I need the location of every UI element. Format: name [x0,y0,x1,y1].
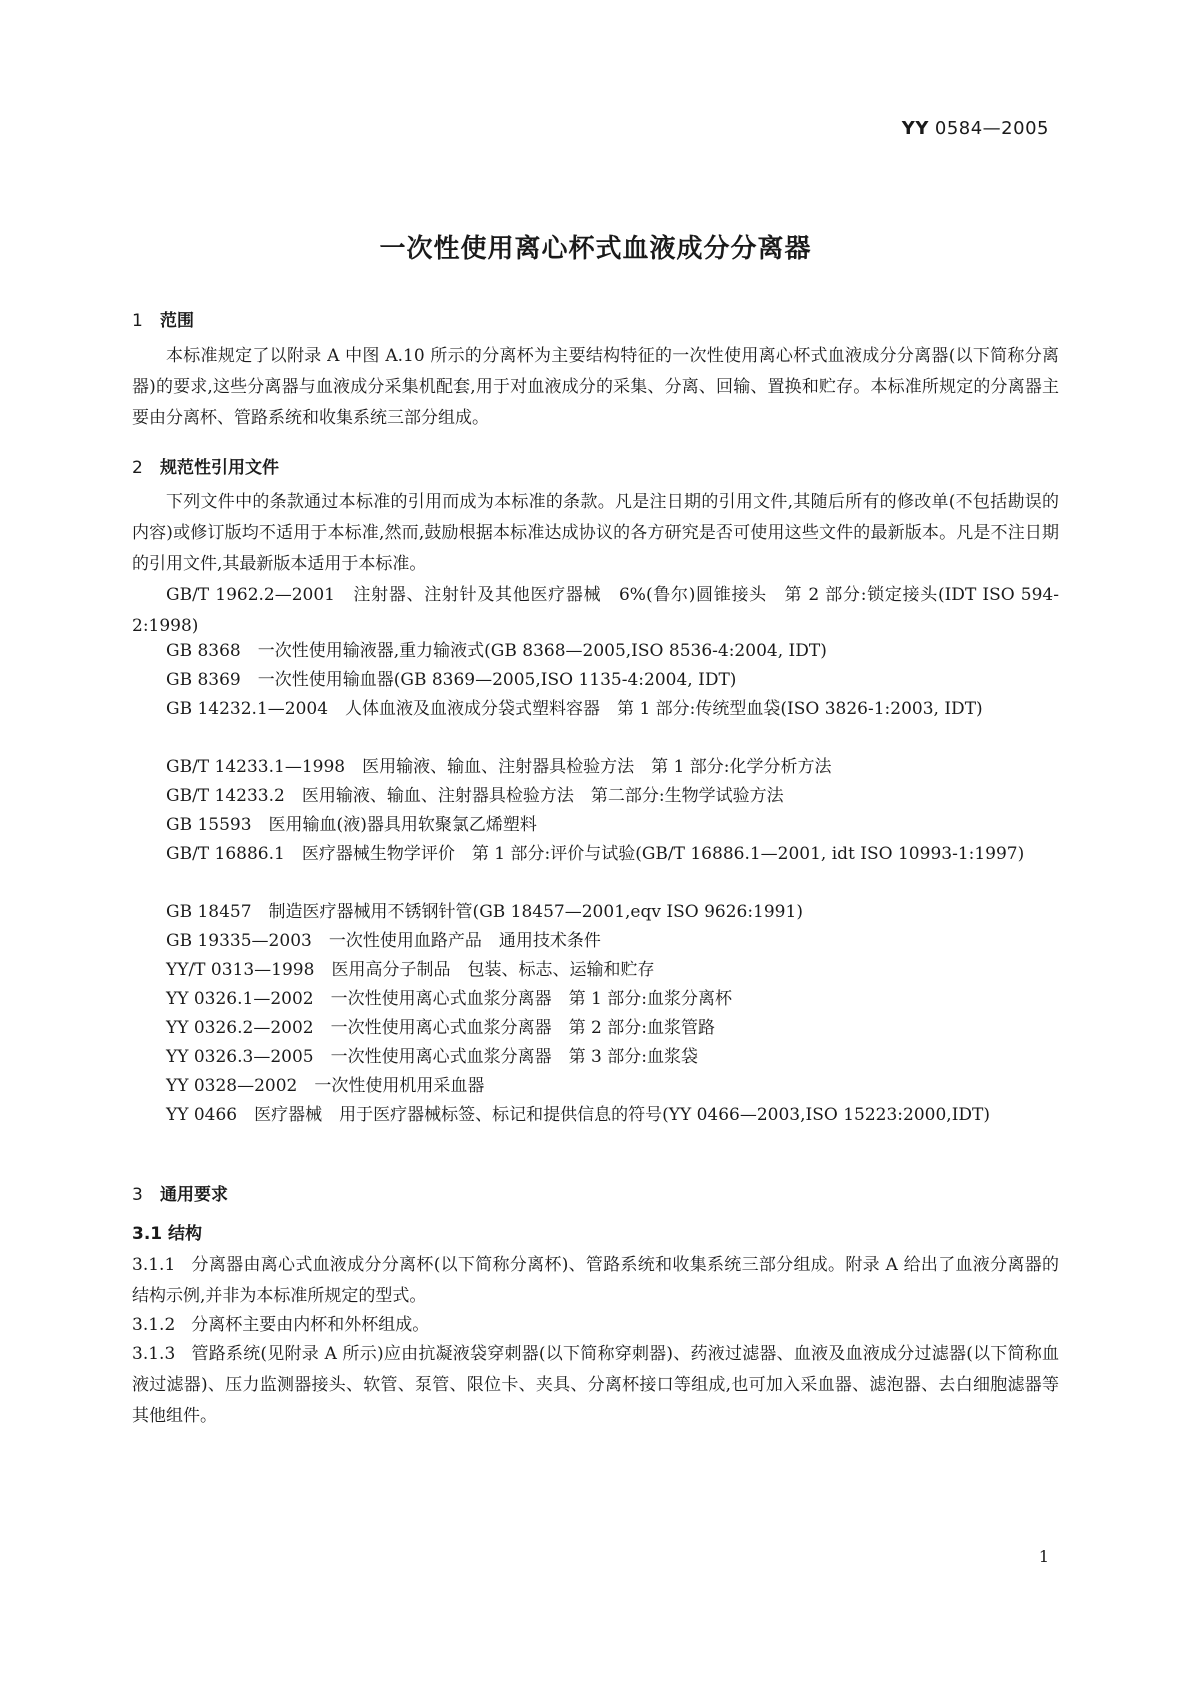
section-2-heading [132,453,279,478]
section-3-title: 通用要求 [160,1185,228,1205]
reference-item: YY 0326.3—2005 一次性使用离心式血浆分离器 第 3 部分:血浆袋 [166,1047,698,1067]
document-title: 一次性使用离心杯式血液成分分离器 [379,234,812,264]
reference-item: YY 0326.1—2002 一次性使用离心式血浆分离器 第 1 部分:血浆分离杯 [166,989,732,1009]
clause-number: 3.1.3 [132,1344,176,1364]
section-2-title: 规范性引用文件 [160,458,279,478]
reference-item: GB 19335—2003 一次性使用血路产品 通用技术条件 [166,931,601,951]
clause-number: 3.1.1 [132,1255,176,1275]
section-3-heading [132,1180,228,1205]
clause-text: 管路系统(见附录 A 所示)应由抗凝液袋穿刺器(以下简称穿刺器)、药液过滤器、血液及血液成分过滤器(以下简称血液过滤器)、压力监测器接头、软管、泵管、限位卡、夹具、分离杯接口等组成,也可加入采血器、滤泡器、去白细胞滤器等其他组件。 [132,1344,1059,1426]
reference-item: GB/T 16886.1 医疗器械生物学评价 第 1 部分:评价与试验(GB/T 16886.1—2001, idt ISO 10993-1:1997) [166,844,1025,864]
reference-item: GB/T 1962.2—2001 注射器、注射针及其他医疗器械 6%(鲁尔)圆锥接头 第 2 部分:锁定接头(IDT ISO 594-2:1998) [132,585,1059,636]
reference-item: GB 15593 医用输血(液)器具用软聚氯乙烯塑料 [166,815,537,835]
clause-text: 分离杯主要由内杯和外杯组成。 [191,1315,430,1335]
reference-item: GB/T 14233.2 医用输液、输血、注射器具检验方法 第二部分:生物学试验方法 [166,786,784,806]
standard-code-number: 0584—2005 [934,118,1049,139]
clause-3-1-1 [132,1250,1059,1312]
standard-code [902,118,1049,139]
standard-code-prefix: YY [901,118,929,139]
reference-item: GB/T 14233.1—1998 医用输液、输血、注射器具检验方法 第 1 部分:化学分析方法 [166,757,832,777]
page-number: 1 [1038,1547,1049,1566]
reference-item: GB 8368 一次性使用输液器,重力输液式(GB 8368—2005,ISO 8536-4:2004, IDT) [166,641,827,661]
reference-item: GB 8369 一次性使用输血器(GB 8369—2005,ISO 1135-4:2004, IDT) [166,670,737,690]
clause-text: 分离器由离心式血液成分分离杯(以下简称分离杯)、管路系统和收集系统三部分组成。附录 A 给出了血液分离器的结构示例,并非为本标准所规定的型式。 [132,1255,1059,1306]
section-2-intro: 下列文件中的条款通过本标准的引用而成为本标准的条款。凡是注日期的引用文件,其随后所有的修改单(不包括勘误的内容)或修订版均不适用于本标准,然而,鼓励根据本标准达成协议的各方研究是否可使用这些文件的最新版本。凡是不注日期的引用文件,其最新版本适用于本标准。 [132,492,1059,574]
section-2-number: 2 [132,458,143,478]
reference-item: YY/T 0313—1998 医用高分子制品 包装、标志、运输和贮存 [166,960,655,980]
clause-3-1-2 [132,1310,1059,1341]
section-3-number: 3 [132,1185,143,1205]
reference-item: YY 0466 医疗器械 用于医疗器械标签、标记和提供信息的符号(YY 0466—2003,ISO 15223:2000,IDT) [166,1105,991,1125]
section-1-number: 1 [132,311,143,331]
clause-number: 3.1.2 [132,1315,176,1335]
section-1-heading [132,306,194,331]
section-1-text: 本标准规定了以附录 A 中图 A.10 所示的分离杯为主要结构特征的一次性使用离心杯式血液成分分离器(以下简称分离器)的要求,这些分离器与血液成分采集机配套,用于对血液成分的采集、分离、回输、置换和贮存。本标准所规定的分离器主要由分离杯、管路系统和收集系统三部分组成。 [132,346,1059,428]
reference-item: YY 0326.2—2002 一次性使用离心式血浆分离器 第 2 部分:血浆管路 [166,1018,715,1038]
reference-item: GB 18457 制造医疗器械用不锈钢针管(GB 18457—2001,eqv ISO 9626:1991) [166,902,803,922]
section-3-1-heading: 3.1 结构 [132,1224,203,1244]
reference-item: GB 14232.1—2004 人体血液及血液成分袋式塑料容器 第 1 部分:传统型血袋(ISO 3826-1:2003, IDT) [166,699,983,719]
reference-item: YY 0328—2002 一次性使用机用采血器 [166,1076,485,1096]
clause-3-1-3 [132,1339,1059,1432]
section-1-title: 范围 [160,311,194,331]
